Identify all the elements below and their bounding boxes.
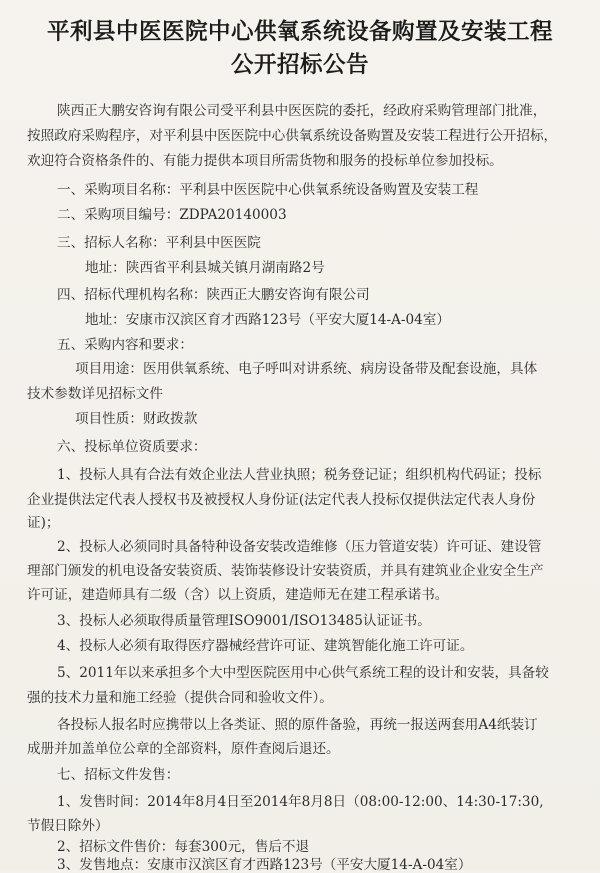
qualification-2-line-3: 许可证，建造师具有二级（含）以上资质，建造师无在建工程承诺书。 bbox=[27, 587, 449, 603]
item-content-heading: 五、采购内容和要求： bbox=[57, 337, 193, 353]
qualification-3: 3、投标人必须取得质量管理ISO9001/ISO13485认证证书。 bbox=[57, 613, 431, 629]
qualification-2-line-2: 理部门颁发的机电设备安装资质、装饰装修设计安装资质，并具有建筑业企业安全生产 bbox=[27, 563, 544, 579]
sale-time-line-1: 1、发售时间：2014年8月4日至2014年8月8日（08:00-12:00、14:30-17:30, bbox=[57, 794, 544, 810]
intro-line-3: 欢迎符合资格条件的、有能力提供本项目所需货物和服务的投标单位参加投标。 bbox=[27, 153, 503, 169]
title-line-1: 平利县中医医院中心供氧系统设备购置及安装工程 bbox=[46, 19, 553, 45]
qualification-heading: 六、投标单位资质要求： bbox=[57, 439, 207, 455]
item-tenderer-name: 三、招标人名称：平利县中医医院 bbox=[57, 235, 261, 251]
qualification-1-line-2: 企业提供法定代表人授权书及被授权人身份证(法定代表人投标仅提供法定代表人身份 bbox=[27, 492, 536, 508]
qualification-4: 4、投标人必须有取得医疗器械经营许可证、建筑智能化施工许可证。 bbox=[57, 638, 474, 654]
sale-price: 2、招标文件售价：每套300元，售后不退 bbox=[57, 839, 310, 855]
purpose-line-1: 项目用途：医用供氧系统、电子呼叫对讲系统、病房设备带及配套设施，具体 bbox=[75, 361, 538, 377]
item-agency-name: 四、招标代理机构名称：陕西正大鹏安咨询有限公司 bbox=[57, 287, 370, 303]
qualification-1-line-3: 证)； bbox=[27, 515, 60, 531]
sale-location: 3、发售地点：安康市汉滨区育才西路123号（平安大厦14-A-04室） bbox=[57, 857, 472, 873]
item-project-number: 二、采购项目编号：ZDPA20140003 bbox=[57, 207, 287, 223]
intro-line-2: 按照政府采购程序，对平利县中医医院中心供氧系统设备购置及安装工程进行公开招标， bbox=[27, 128, 558, 144]
title-line-2: 公开招标公告 bbox=[230, 52, 369, 78]
item-project-name: 一、采购项目名称：平利县中医医院中心供氧系统设备购置及安装工程 bbox=[57, 182, 479, 198]
qualification-1-line-1: 1、投标人具有合法有效企业法人营业执照；税务登记证；组织机构代码证；投标 bbox=[57, 467, 542, 483]
qualification-5-line-2: 强的技术力量和施工经验（提供合同和验收文件）。 bbox=[27, 690, 333, 706]
intro-line-1: 陕西正大鹏安咨询有限公司受平利县中医医院的委托，经政府采购管理部门批准， bbox=[57, 103, 547, 119]
registration-line-1: 各投标人报名时应携带以上各类证、照的原件备验，再统一报送两套用A4纸装订 bbox=[57, 717, 538, 733]
item-tenderer-address: 地址：陕西省平利县城关镇月湖南路2号 bbox=[85, 260, 325, 276]
qualification-2-line-1: 2、投标人必须同时具备特种设备安装改造维修（压力管道安装）许可证、建设管 bbox=[57, 539, 542, 555]
sale-time-line-2: 节假日除外） bbox=[27, 818, 109, 834]
sale-heading: 七、招标文件发售： bbox=[57, 767, 180, 783]
item-agency-address: 地址：安康市汉滨区育才西路123号（平安大厦14-A-04室） bbox=[85, 312, 451, 328]
registration-line-2: 成册并加盖单位公章的全部资料，原件查阅后退还。 bbox=[27, 741, 340, 757]
qualification-5-line-1: 5、2011年以来承担多个大中型医院医用中心供气系统工程的设计和安装，具备较 bbox=[57, 665, 549, 681]
purpose-line-2: 技术参数详见招标文件 bbox=[27, 386, 163, 402]
project-nature: 项目性质：财政拨款 bbox=[75, 411, 198, 427]
